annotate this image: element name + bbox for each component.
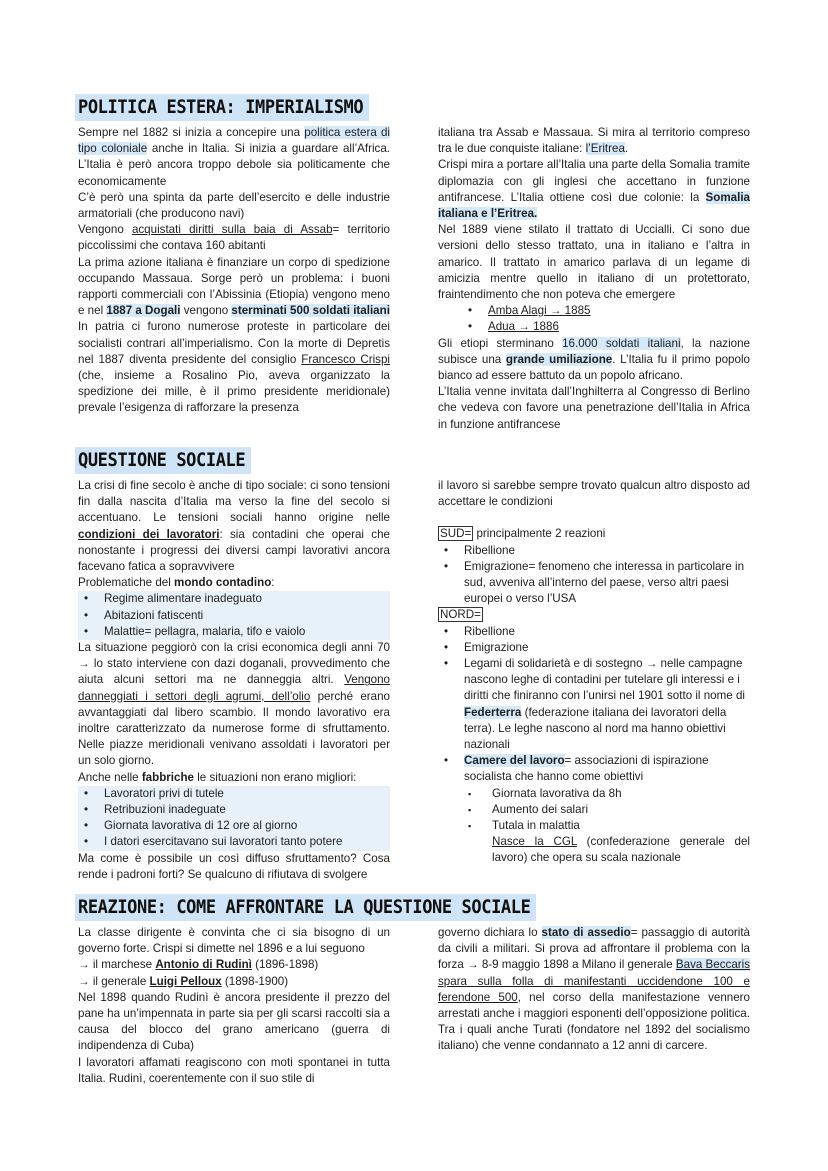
highlight-bold: Camere del lavoro <box>464 754 565 768</box>
paragraph: SUD= principalmente 2 reazioni <box>440 527 606 541</box>
highlight-underline: Bava Beccaris <box>675 958 751 972</box>
section-title: QUESTIONE SOCIALE <box>75 447 251 474</box>
highlight-bold: Federterra <box>464 705 522 719</box>
list-item: • Emigrazione <box>438 640 750 656</box>
paragraph: Nel 1889 viene stilato il trattato di Uccialli. Ci sono due versioni dello stesso trattato, una in italiano e l’altra in amarico. Il trattato in amarico parlava di un legame di amicizia mentre quello in italiano di un protettorato, fraintendimento che non poteva che emergere <box>438 223 750 302</box>
underline-text: Vengono danneggiati i settori degli agrumi, dell’olio <box>78 673 390 703</box>
underline-text: acquistati diritti sulla baia di Assab <box>131 223 333 237</box>
list-item: • Amba Alagi → 1885 <box>438 303 750 319</box>
section-questione-sociale <box>78 450 750 883</box>
left-column <box>78 125 390 433</box>
paragraph: Anche nelle fabbriche le situazioni non erano migliori: <box>78 770 357 784</box>
nord-label: NORD= <box>440 608 481 622</box>
list-item: • Legami di solidarietà e di sostegno → nelle campagne nascono leghe di contadini per tutelare gli interessi e i diritti che finiranno con l’unirsi nel 1901 sotto il nome di Federterra (federazione italiana dei lavoratori della terra). Le leghe nascono al nord ma hanno obiettivi nazionali <box>438 656 750 753</box>
sud-list <box>438 543 750 608</box>
underline-bold: Luigi Pelloux <box>149 974 222 988</box>
paragraph: → il marchese Antonio di Rudinì (1896-1898) <box>78 958 319 972</box>
list-item: • Regime alimentare inadeguato <box>78 591 390 607</box>
underline-bold: condizioni dei lavoratori <box>78 527 220 541</box>
section-politica-estera <box>78 97 750 433</box>
paragraph: I lavoratori affamati reagiscono con moti spontanei in tutta Italia. Rudinì, coerentemente con il suo stile di <box>78 1055 390 1085</box>
right-column <box>438 478 750 883</box>
paragraph: In patria ci furono numerose proteste in particolare dei socialisti contrari all’imperialismo. Con la morte di Depretis nel 1887 diventa presidente del consiglio Francesco Crispi (che, insieme a Rosalino Pio, aveva organizzato la spedizione dei mille, è il primo presidente meridionale) prevale l’esigenza di rafforzare la presenza <box>78 320 391 415</box>
list-item: • Camere del lavoro= associazioni di ispirazione socialista che hanno come obiettivi <box>438 753 750 785</box>
fabbriche-list <box>78 786 390 851</box>
paragraph: il lavoro si sarebbe sempre trovato qualcun altro disposto ad accettare le condizioni <box>438 479 750 509</box>
list-item: • Malattie= pellagra, malaria, tifo e vaiolo <box>78 624 390 640</box>
sud-label: SUD= <box>440 527 472 541</box>
paragraph: italiana tra Assab e Massaua. Si mira al territorio compreso tra le due conquiste italiane: l’Eritrea. <box>438 126 750 156</box>
paragraph: Problematiche del mondo contadino: <box>78 576 275 590</box>
section-reazione <box>78 897 750 1087</box>
list-item: • Lavoratori privi di tutele <box>78 786 390 802</box>
highlight-bold: sterminati 500 soldati italiani <box>231 304 390 318</box>
right-column <box>438 125 750 433</box>
paragraph: Sempre nel 1882 si inizia a concepire una politica estera di tipo coloniale anche in Italia. Si inizia a guardare all’Africa. L’Italia è però ancora troppo debole sia politicamente che economicamente <box>78 126 391 188</box>
paragraph: Ma come è possibile un così diffuso sfruttamento? Cosa rende i padroni forti? Se qualcuno di rifiutava di svolgere <box>78 851 390 881</box>
left-column <box>78 925 390 1087</box>
paragraph: Nel 1898 quando Rudinì è ancora presidente il prezzo del pane ha un’impennata in parte sia per gli scarsi raccolti sia a causa del blocco del grano americano (guerra di indipendenza di Cuba) <box>78 990 390 1053</box>
highlight-bold: stato di assedio <box>541 926 631 939</box>
highlight: l’Eritrea <box>585 142 625 156</box>
highlight-bold: grande umiliazione <box>505 352 613 366</box>
section-title: REAZIONE: COME AFFRONTARE LA QUESTIONE SOCIALE <box>75 894 536 921</box>
list-item: • Emigrazione= fenomeno che interessa in particolare in sud, avveniva all’interno del paese, verso altri paesi europei o verso l’USA <box>438 559 750 608</box>
paragraph: C’è però una spinta da parte dell’esercito e delle industrie armatoriali (che producono navi) <box>78 190 390 221</box>
paragraph: La classe dirigente è convinta che ci sia bisogno di un governo forte. Crispi si dimette nel 1896 e a lui seguono <box>78 926 390 956</box>
paragraph: L’Italia venne invitata dall’Inghilterra al Congresso di Berlino che vedeva con favore una penetrazione dell’Italia in Africa in funzione antifrancese <box>438 385 750 431</box>
paragraph: → il generale Luigi Pelloux (1898-1900) <box>78 974 289 988</box>
paragraph: La situazione peggiorò con la crisi economica degli anni 70 → lo stato interviene con dazi doganali, provvedimento che aiuta alcuni settori ma ne danneggia altri. Vengono danneggiati i settori degli agrumi, dell’olio perché erano avvantaggiati dal libero scambio. Il mondo lavorativo era inoltre caratterizzato da numerose forme di sfruttamento. Nelle piazze meridionali venivano assoldati i lavoratori per un solo giorno. <box>78 641 390 768</box>
highlight-bold: 1887 a Dogali <box>106 304 181 318</box>
underline-text: Francesco Crispi <box>301 352 391 366</box>
paragraph: Crispi mira a portare all’Italia una parte della Somalia tramite diplomazia con gli inglesi che accettano in funzione antifrancese. L’Italia ottiene così due colonie: la Somalia italiana e l’Eritrea. <box>438 158 750 221</box>
obiettivi-list <box>438 786 750 835</box>
section-title: POLITICA ESTERA: IMPERIALISMO <box>75 94 369 121</box>
highlight: 16.000 soldati italiani <box>562 336 681 350</box>
left-column <box>78 478 390 883</box>
list-item: ▪ Tutala in malattia <box>438 818 750 834</box>
paragraph: Tra i quali anche Turati (fondatore nel 1892 del socialismo italiano) che venne condannato a 12 anni di carcere. <box>438 1023 750 1053</box>
list-item: ▪ Aumento dei salari <box>438 802 750 818</box>
nord-list <box>438 624 750 786</box>
list-item: • I datori esercitavano sui lavoratori tanto potere <box>78 834 390 850</box>
paragraph: Gli etiopi sterminano 16.000 soldati italiani, la nazione subisce una grande umiliazione. L’Italia fu il primo popolo bianco ad essere battuto da un popolo africano. <box>438 336 750 383</box>
paragraph <box>438 607 750 623</box>
list-item: ▪ Giornata lavorativa da 8h <box>438 786 750 802</box>
contadini-list <box>78 591 390 640</box>
list-item: • Ribellione <box>438 624 750 640</box>
underline-text: Nasce la CGL <box>492 835 577 849</box>
paragraph: governo dichiara lo stato di assedio= passaggio di autorità da civili a militari. Si prova ad affrontare il problema con la forza → 8-9 maggio 1898 a Milano il generale Bava Beccaris spara sulla folla di manifestanti uccidendone 100 e ferendone 500, nel corso della manifestazione vennero arrestati anche i maggiori esponenti dell’opposizione politica. <box>438 926 751 1021</box>
paragraph: La prima azione italiana è finanziare un corpo di spedizione occupando Massaua. Sorge però un problema: i buoni rapporti commerciali con l’Abissinia (Etiopia) vengono meno e nel 1887 a Dogali vengono sterminati 500 soldati italiani <box>78 255 390 318</box>
list-item: • Adua → 1886 <box>438 319 750 335</box>
underline-bold: Antonio di Rudinì <box>155 958 252 972</box>
paragraph: La crisi di fine secolo è anche di tipo sociale: ci sono tensioni fin dalla nascita d’Italia ma verso la fine del secolo si accentuano. Le tensioni sociali hanno origine nelle condizioni dei lavoratori: sia contadini che operai che nonostante i progressi dei diversi campi lavorativi ancora facevano fatica a sopravvivere <box>78 479 390 574</box>
right-column <box>438 925 750 1087</box>
highlight: politica estera di tipo coloniale <box>78 126 391 156</box>
list-item: • Retribuzioni inadeguate <box>78 802 390 818</box>
paragraph: Vengono acquistati diritti sulla baia di Assab= territorio piccolissimi che contava 160 abitanti <box>78 223 390 253</box>
list-item: • Ribellione <box>438 543 750 559</box>
paragraph: Nasce la CGL (confederazione generale del lavoro) che opera su scala nazionale <box>492 835 750 865</box>
list-item: • Giornata lavorativa di 12 ore al giorno <box>78 818 390 834</box>
highlight-bold: Somalia italiana e l’Eritrea. <box>438 190 750 221</box>
underline-text: spara sulla folla di manifestanti uccidendone 100 e ferendone 500 <box>438 974 750 1004</box>
list-item: • Abitazioni fatiscenti <box>78 608 390 624</box>
battles-list <box>438 303 750 335</box>
